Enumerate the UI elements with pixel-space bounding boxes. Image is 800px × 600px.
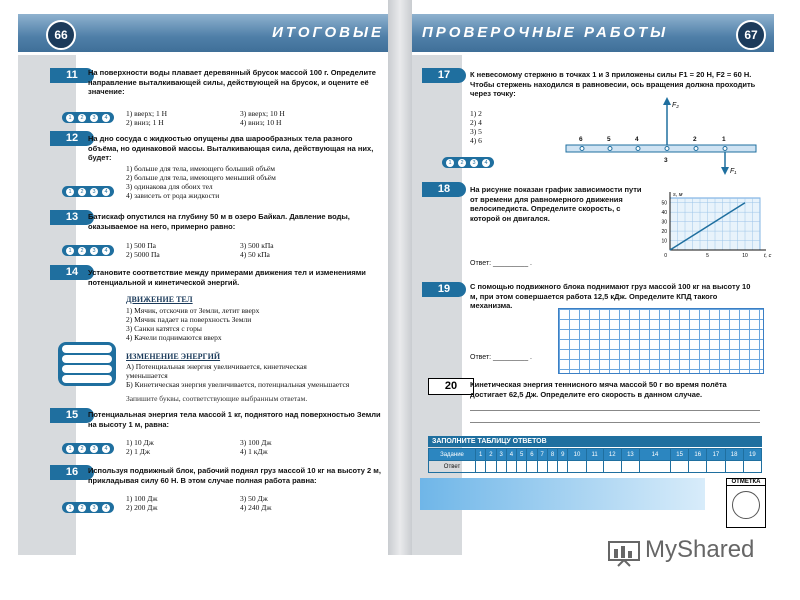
option: 3) вверх; 10 Н (240, 109, 285, 118)
question-text: Установите соответствие между примерами движения тел и изменениями потенциальной и кинетической энергий. (88, 268, 366, 287)
table-col-header: 9 (558, 449, 568, 461)
answer-line[interactable] (470, 422, 760, 423)
question-text: На дно сосуда с жидкостью опущены два шарообразных тела разного объёма, но одинаковой массы. Выталкивающая сила, действующая на них, будет: (88, 134, 374, 162)
y-tick-label: 10 (661, 238, 667, 245)
decorative-bar (420, 478, 705, 510)
option: 3) 5 (470, 127, 482, 136)
x-tick-label: 5 (706, 253, 709, 259)
table-title: ЗАПОЛНИТЕ ТАБЛИЦУ ОТВЕТОВ (428, 436, 762, 447)
point-1 (723, 147, 727, 151)
answer-line[interactable]: Ответ: _________ . (470, 354, 532, 361)
answer-cell[interactable] (496, 461, 506, 473)
question-number: 18 (422, 182, 466, 197)
table-col-header: 2 (486, 449, 496, 461)
answer-cell[interactable] (671, 461, 689, 473)
option: 2) вниз; 1 Н (126, 118, 164, 127)
rod-label: 3 (664, 157, 668, 164)
lever-diagram (562, 95, 762, 180)
f1-label: F₁ (730, 168, 737, 175)
point-6 (580, 147, 584, 151)
option: 1) 100 Дж (126, 494, 158, 503)
left-margin-strip (18, 55, 76, 555)
answer-cell[interactable] (527, 461, 537, 473)
table-row-label: Ответ (429, 461, 476, 473)
answer-cell[interactable] (568, 461, 586, 473)
option: 3) 50 Дж (240, 494, 268, 503)
option: 1) 500 Па (126, 241, 156, 250)
option: 4) зависеть от рода жидкости (126, 191, 220, 200)
point-4 (636, 147, 640, 151)
grade-stamp-box (726, 478, 766, 528)
option: 3) 100 Дж (240, 438, 272, 447)
y-tick-label: 30 (661, 219, 667, 226)
answer-circles[interactable]: 1 2 3 4 (62, 502, 114, 513)
match-answer-box[interactable] (58, 342, 116, 386)
question-number: 11 (50, 68, 94, 83)
answer-table (428, 448, 762, 473)
point-5 (608, 147, 612, 151)
table-col-header: 19 (743, 449, 761, 461)
table-col-header: 10 (568, 449, 586, 461)
item: уменьшается (126, 371, 168, 380)
answer-circles[interactable]: 1 2 3 4 (442, 157, 494, 168)
table-row-label: Задание (429, 449, 476, 461)
question-number: 20 (428, 378, 474, 395)
answer-line[interactable] (470, 410, 760, 411)
answer-circles[interactable]: 1 2 3 4 (62, 186, 114, 197)
answer-cell[interactable] (725, 461, 743, 473)
header-title-right: ПРОВЕРОЧНЫЕ РАБОТЫ (422, 24, 669, 41)
y-tick-label: 50 (661, 200, 667, 207)
point-2 (694, 147, 698, 151)
table-col-header: 13 (621, 449, 639, 461)
table-col-header: 11 (586, 449, 603, 461)
answer-cell[interactable] (621, 461, 639, 473)
answer-cell[interactable] (640, 461, 671, 473)
rod-label: 6 (579, 136, 583, 143)
answer-cell[interactable] (743, 461, 761, 473)
note: Запишите буквы, соответствующие выбранным ответам. (126, 394, 308, 403)
question-number: 14 (50, 265, 94, 280)
answer-cell[interactable] (506, 461, 516, 473)
option: 2) 4 (470, 118, 482, 127)
answer-cell[interactable] (558, 461, 568, 473)
distance-time-chart (640, 188, 770, 268)
option: 1) 10 Дж (126, 438, 154, 447)
origin-label: 0 (664, 253, 667, 259)
question-number: 15 (50, 408, 94, 423)
question-text: К невесомому стержню в точках 1 и 3 приложены силы F1 = 20 Н, F2 = 60 Н. Чтобы стержень находился в равновесии, ось вращения должна проходить через точку: (470, 70, 756, 98)
option: 4) 50 кПа (240, 250, 270, 259)
answer-cell[interactable] (537, 461, 547, 473)
point-3 (665, 147, 669, 151)
table-col-header: 1 (476, 449, 486, 461)
arrowhead (663, 97, 671, 105)
question-number: 13 (50, 210, 94, 225)
question-number: 17 (422, 68, 466, 83)
option: 1) больше для тела, имеющего больший объём (126, 164, 275, 173)
table-col-header: 4 (506, 449, 516, 461)
option: 4) 240 Дж (240, 503, 272, 512)
answer-cell[interactable] (689, 461, 707, 473)
item: 3) Санки катятся с горы (126, 324, 202, 333)
answer-cell[interactable] (517, 461, 527, 473)
y-axis-label: s, м (673, 192, 683, 198)
table-col-header: 7 (537, 449, 547, 461)
option: 3) одинакова для обоих тел (126, 182, 213, 191)
book-gutter (388, 0, 412, 555)
grade-circle (732, 491, 760, 519)
option: 4) 6 (470, 136, 482, 145)
table-col-header: 14 (640, 449, 671, 461)
arrowhead (721, 167, 729, 175)
right-header (412, 14, 774, 52)
answer-cell[interactable] (603, 461, 621, 473)
table-col-header: 16 (689, 449, 707, 461)
question-text: Используя подвижный блок, рабочий поднял груз массой 10 кг на высоту 2 м, прикладывая силу 60 Н. В этом случае полная работа равна: (88, 466, 381, 485)
watermark-text: MyShared (645, 536, 755, 563)
answer-cell[interactable] (586, 461, 603, 473)
f2-label: F₂ (672, 102, 679, 109)
x-axis-label: t, c (764, 253, 772, 259)
table-col-header: 17 (707, 449, 725, 461)
answer-line[interactable]: Ответ: _________ . (470, 260, 532, 267)
answer-cell[interactable] (547, 461, 557, 473)
question-text: На поверхности воды плавает деревянный брусок массой 100 г. Определите направление выталкивающей силы, действующей на брусок, и оцените её значение: (88, 68, 376, 96)
answer-circles[interactable]: 1 2 3 4 (62, 245, 114, 256)
answer-circles[interactable]: 1 2 3 4 (62, 443, 114, 454)
table-col-header: 12 (603, 449, 621, 461)
option: 3) 500 кПа (240, 241, 274, 250)
item: А) Потенциальная энергия увеличивается, кинетическая (126, 362, 307, 371)
table-col-header: 6 (527, 449, 537, 461)
rod-label: 5 (607, 136, 611, 143)
option: 2) 5000 Па (126, 250, 160, 259)
y-tick-label: 40 (661, 210, 667, 217)
grade-stamp-label: ОТМЕТКА (727, 479, 765, 486)
question-text: Потенциальная энергия тела массой 1 кг, поднятого над поверхностью Земли на высоту 1 м, равна: (88, 410, 381, 429)
question-number: 12 (50, 131, 94, 146)
page-number-right: 67 (736, 20, 766, 50)
section-heading: ДВИЖЕНИЕ ТЕЛ (126, 295, 193, 304)
question-number: 19 (422, 282, 466, 297)
option: 2) 1 Дж (126, 447, 151, 456)
left-header (18, 14, 388, 52)
question-text: Батискаф опустился на глубину 50 м в озеро Байкал. Давление воды, оказываемое на него, примерно равно: (88, 212, 350, 231)
rod-label: 4 (635, 136, 639, 143)
x-tick-label: 10 (742, 253, 748, 259)
answer-cell[interactable] (486, 461, 496, 473)
table-col-header: 3 (496, 449, 506, 461)
answer-grid[interactable] (558, 308, 764, 374)
option: 4) 1 кДж (240, 447, 268, 456)
right-page (412, 0, 774, 555)
header-title-left: ИТОГОВЫЕ (272, 24, 384, 41)
item: 2) Мячик падает на поверхность Земли (126, 315, 252, 324)
question-text: Кинетическая энергия теннисного мяча массой 50 г во время полёта достигает 62,5 Дж. Определите его скорость в данном случае. (470, 380, 727, 399)
option: 1) 2 (470, 109, 482, 118)
option: 4) вниз; 10 Н (240, 118, 282, 127)
table-col-header: 5 (517, 449, 527, 461)
table-col-header: 8 (547, 449, 557, 461)
table-col-header: 15 (671, 449, 689, 461)
rod-label: 2 (693, 136, 697, 143)
question-text: На рисунке показан график зависимости пути от времени для равномерного движения велосипедиста. Определите скорость, с которой он двигался. (470, 185, 642, 223)
option: 1) вверх; 1 Н (126, 109, 167, 118)
answer-cell[interactable] (707, 461, 725, 473)
item: Б) Кинетическая энергия увеличивается, потенциальная уменьшается (126, 380, 350, 389)
watermark-icon (608, 541, 640, 567)
page-number-left: 66 (46, 20, 76, 50)
item: 1) Мячик, отскочив от Земли, летит вверх (126, 306, 260, 315)
question-text: С помощью подвижного блока поднимают груз массой 100 кг на высоту 10 м, при этом совершается работа 12,5 кДж. Определите КПД такого механизма. (470, 282, 751, 310)
option: 2) больше для тела, имеющего меньший объём (126, 173, 276, 182)
rod-label: 1 (722, 136, 726, 143)
table-col-header: 18 (725, 449, 743, 461)
option: 2) 200 Дж (126, 503, 158, 512)
item: 4) Качели поднимаются вверх (126, 333, 222, 342)
answer-cell[interactable] (476, 461, 486, 473)
y-tick-label: 20 (661, 229, 667, 236)
left-page (18, 0, 388, 555)
question-number: 16 (50, 465, 94, 480)
section-heading: ИЗМЕНЕНИЕ ЭНЕРГИЙ (126, 352, 221, 361)
answer-circles[interactable]: 1 2 3 4 (62, 112, 114, 123)
